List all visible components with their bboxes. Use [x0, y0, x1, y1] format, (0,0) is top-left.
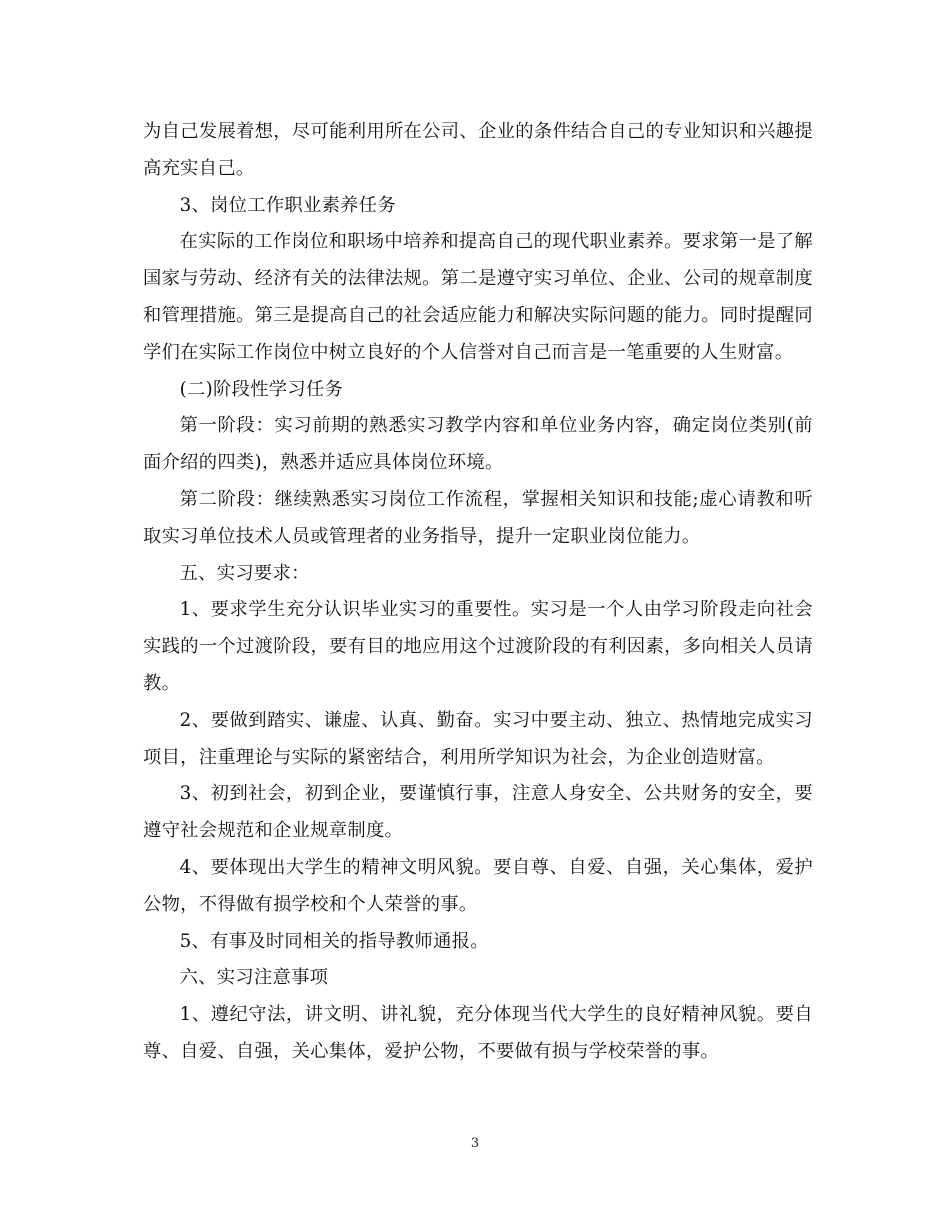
- requirement-item-1: 1、要求学生充分认识毕业实习的重要性。实习是一个人由学习阶段走向社会实践的一个过渡阶段，要有目的地应用这个过渡阶段的有利因素，多向相关人员请教。: [143, 599, 813, 694]
- requirement-item-2: 2、要做到踏实、谦虚、认真、勤奋。实习中要主动、独立、热情地完成实习项目，注重理论与实际的紧密结合，利用所学知识为社会，为企业创造财富。: [143, 709, 813, 768]
- paragraph-job-literacy: 在实际的工作岗位和职场中培养和提高自己的现代职业素养。要求第一是了解国家与劳动、经济有关的法律法规。第二是遵守实习单位、企业、公司的规章制度和管理措施。第三是提高自己的社会适应能力和解决实际问题的能力。同时提醒同学们在实际工作岗位中树立良好的个人信誉对自己而言是一笔重要的人生财富。: [143, 231, 813, 363]
- paragraph-stage-one: 第一阶段：实习前期的熟悉实习教学内容和单位业务内容，确定岗位类别(前面介绍的四类)，熟悉并适应具体岗位环境。: [143, 415, 813, 474]
- note-item-1: 1、遵纪守法，讲文明、讲礼貌，充分体现当代大学生的良好精神风貌。要自尊、自爱、自强，关心集体，爱护公物，不要做有损与学校荣誉的事。: [143, 1004, 813, 1062]
- requirement-item-3: 3、初到社会，初到企业，要谨慎行事，注意人身安全、公共财务的安全，要遵守社会规范和企业规章制度。: [143, 783, 813, 842]
- paragraph-continuation: 为自己发展着想，尽可能利用所在公司、企业的条件结合自己的专业知识和兴趣提高充实自己。: [143, 121, 813, 179]
- requirement-item-4: 4、要体现出大学生的精神文明风貌。要自尊、自爱、自强，关心集体，爱护公物，不得做有损学校和个人荣誉的事。: [143, 856, 813, 915]
- heading-internship-requirements: 五、实习要求：: [179, 562, 310, 584]
- paragraph-stage-two: 第二阶段：继续熟悉实习岗位工作流程，掌握相关知识和技能;虚心请教和听取实习单位技术人员或管理者的业务指导，提升一定职业岗位能力。: [143, 488, 813, 547]
- subheading-staged-learning: (二)阶段性学习任务: [179, 378, 344, 400]
- document-body: [143, 114, 813, 1071]
- subheading-job-literacy-task: 3、岗位工作职业素养任务: [179, 194, 396, 216]
- heading-internship-notes: 六、实习注意事项: [179, 967, 329, 989]
- page-number: 3: [470, 1136, 480, 1151]
- requirement-item-5: 5、有事及时同相关的指导教师通报。: [179, 930, 489, 952]
